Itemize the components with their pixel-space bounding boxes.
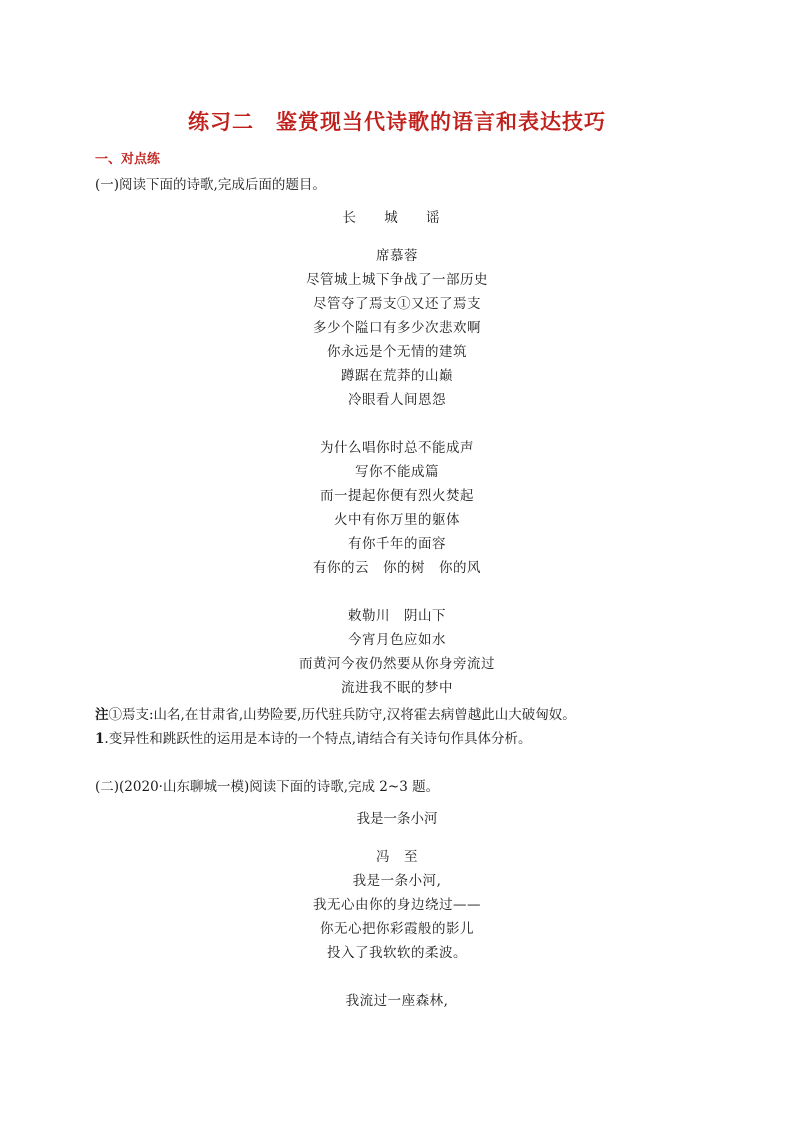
poem-line: 有你千年的面容 <box>348 536 446 552</box>
question-1 <box>95 727 532 747</box>
poem-line: 我无心由你的身边绕过—— <box>313 897 481 913</box>
poem-line: 冷眼看人间恩怨 <box>348 392 446 408</box>
poem-line: 投入了我软软的柔波。 <box>327 945 467 961</box>
poem-line: 多少个隘口有多少次悲欢啊 <box>313 320 481 336</box>
poem-line: 你无心把你彩霞般的影儿 <box>320 921 474 937</box>
poem-line: 有你的云 你的树 你的风 <box>313 560 481 576</box>
question-text: .变异性和跳跃性的运用是本诗的一个特点,请结合有关诗句作具体分析。 <box>104 731 532 747</box>
footnote <box>95 703 576 723</box>
poem-line: 尽管夺了焉支①又还了焉支 <box>313 296 481 312</box>
poem-line: 流进我不眠的梦中 <box>341 680 453 696</box>
part2-intro: (二)(2020·山东聊城一模)阅读下面的诗歌,完成 2~3 题。 <box>95 779 440 795</box>
poem-line: 你永远是个无情的建筑 <box>327 344 467 360</box>
poem-line: 而黄河今夜仍然要从你身旁流过 <box>299 656 495 672</box>
poem-line: 今宵月色应如水 <box>348 632 446 648</box>
part1-intro: (一)阅读下面的诗歌,完成后面的题目。 <box>95 177 326 193</box>
poem2-title: 我是一条小河 <box>356 811 438 827</box>
footnote-label: 注 <box>95 707 109 723</box>
poem-line: 我流过一座森林, <box>345 993 449 1009</box>
poem2-author: 冯 至 <box>376 849 418 865</box>
poem1-author: 席慕蓉 <box>376 248 418 264</box>
poem-line: 而一提起你便有烈火焚起 <box>320 488 474 504</box>
poem1-title: 长 城 谣 <box>342 210 452 226</box>
poem-line: 火中有你万里的躯体 <box>334 512 460 528</box>
footnote-text: ①焉支:山名,在甘肃省,山势险要,历代驻兵防守,汉将霍去病曾越此山大破匈奴。 <box>108 707 576 723</box>
poem-line: 写你不能成篇 <box>355 464 439 480</box>
poem-line: 蹲踞在荒莽的山巅 <box>341 368 453 384</box>
poem-line: 我是一条小河, <box>352 873 442 889</box>
section-heading: 一、对点练 <box>95 152 161 167</box>
poem-line: 尽管城上城下争战了一部历史 <box>306 272 488 288</box>
question-number: 1 <box>95 731 105 747</box>
poem-line: 敕勒川 阴山下 <box>348 608 446 624</box>
poem-line: 为什么唱你时总不能成声 <box>320 440 474 456</box>
page-title: 练习二 鉴赏现当代诗歌的语言和表达技巧 <box>188 110 606 134</box>
